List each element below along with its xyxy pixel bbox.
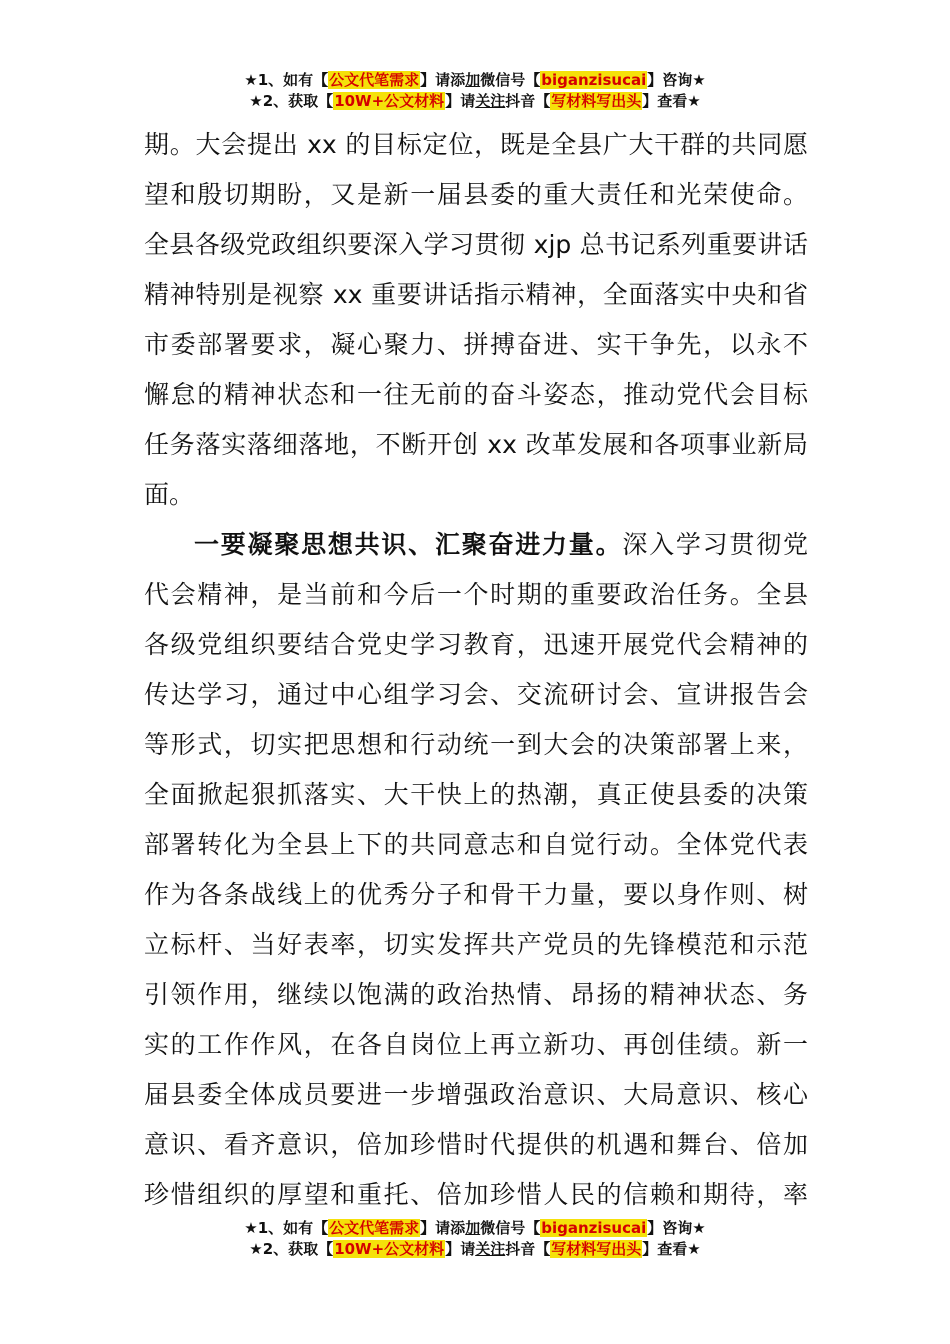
promo-text: ★2、获取【 — [249, 1240, 334, 1258]
promo-highlight: 写材料写出头 — [551, 1240, 642, 1258]
promo-text: ★1、如有【 — [244, 1219, 329, 1237]
body-line: 面。 — [144, 480, 195, 509]
body-line: 等形式，切实把思想和行动统一到大会的决策部署上来， — [144, 730, 808, 759]
body-line: 传达学习，通过中心组学习会、交流研讨会、宣讲报告会 — [144, 680, 808, 709]
promo-highlight: 10W+公文材料 — [334, 92, 445, 110]
top-promo-banner — [0, 70, 950, 112]
promo-highlight: 写材料写出头 — [551, 92, 642, 110]
body-line: 代会精神，是当前和今后一个时期的重要政治任务。全县 — [144, 580, 808, 609]
body-line: 期。大会提出 xx 的目标定位，既是全县广大干群的共同愿 — [144, 130, 808, 159]
promo-underlined-text: 加 — [465, 1219, 481, 1237]
body-line: 市委部署要求，凝心聚力、拼搏奋进、实干争先，以永不 — [144, 330, 808, 359]
promo-underlined-text: 关注 — [475, 92, 506, 110]
paragraph-heading: 一要凝聚思想共识、汇聚奋进力量。 — [194, 530, 623, 559]
promo-text: 微信号【 — [480, 71, 541, 89]
promo-text: 】咨询★ — [647, 1219, 706, 1237]
bottom-promo-banner — [0, 1218, 950, 1260]
promo-line-1 — [0, 70, 950, 91]
paragraph-heading-line — [144, 520, 808, 570]
body-line: 望和殷切期盼，又是新一届县委的重大责任和光荣使命。 — [144, 180, 808, 209]
body-line: 各级党组织要结合党史学习教育，迅速开展党代会精神的 — [144, 630, 808, 659]
promo-text: 】咨询★ — [647, 71, 706, 89]
body-line: 部署转化为全县上下的共同意志和自觉行动。全体党代表 — [144, 830, 808, 859]
promo-text: ★2、获取【 — [249, 92, 334, 110]
promo-highlight: biganzisucai — [541, 1219, 647, 1237]
body-line: 作为各条战线上的优秀分子和骨干力量，要以身作则、树 — [144, 880, 808, 909]
promo-line-2 — [0, 1239, 950, 1260]
promo-text: ★1、如有【 — [244, 71, 329, 89]
promo-text: 】请 — [445, 1240, 476, 1258]
body-line: 引领作用，继续以饱满的政治热情、昂扬的精神状态、务 — [144, 980, 808, 1009]
promo-text: 】请添 — [420, 71, 466, 89]
body-line: 珍惜组织的厚望和重托、倍加珍惜人民的信赖和期待，率 — [144, 1180, 808, 1209]
promo-highlight: 公文代笔需求 — [329, 1219, 420, 1237]
promo-text: 】查看★ — [642, 92, 701, 110]
promo-text: 】请添 — [420, 1219, 466, 1237]
promo-text: 抖音【 — [505, 1240, 551, 1258]
body-line: 懈怠的精神状态和一往无前的奋斗姿态，推动党代会目标 — [144, 380, 808, 409]
document-body — [144, 120, 808, 1220]
promo-underlined-text: 关注 — [475, 1240, 506, 1258]
promo-text: 】请 — [445, 92, 476, 110]
promo-text: 抖音【 — [505, 92, 551, 110]
promo-highlight: biganzisucai — [541, 71, 647, 89]
body-line: 实的工作作风，在各自岗位上再立新功、再创佳绩。新一 — [144, 1030, 808, 1059]
promo-line-2 — [0, 91, 950, 112]
body-line: 全县各级党政组织要深入学习贯彻 xjp 总书记系列重要讲话 — [144, 230, 808, 259]
promo-highlight: 公文代笔需求 — [329, 71, 420, 89]
body-line: 意识、看齐意识，倍加珍惜时代提供的机遇和舞台、倍加 — [144, 1130, 808, 1159]
heading-continuation: 深入学习贯彻党 — [622, 530, 808, 559]
body-line: 精神特别是视察 xx 重要讲话指示精神，全面落实中央和省 — [144, 280, 808, 309]
promo-text: 微信号【 — [480, 1219, 541, 1237]
promo-line-1 — [0, 1218, 950, 1239]
body-line: 立标杆、当好表率，切实发挥共产党员的先锋模范和示范 — [144, 930, 808, 959]
promo-underlined-text: 加 — [465, 71, 481, 89]
body-line: 全面掀起狠抓落实、大干快上的热潮，真正使县委的决策 — [144, 780, 808, 809]
promo-highlight: 10W+公文材料 — [334, 1240, 445, 1258]
body-line: 届县委全体成员要进一步增强政治意识、大局意识、核心 — [144, 1080, 808, 1109]
promo-text: 】查看★ — [642, 1240, 701, 1258]
body-line: 任务落实落细落地，不断开创 xx 改革发展和各项事业新局 — [144, 430, 808, 459]
